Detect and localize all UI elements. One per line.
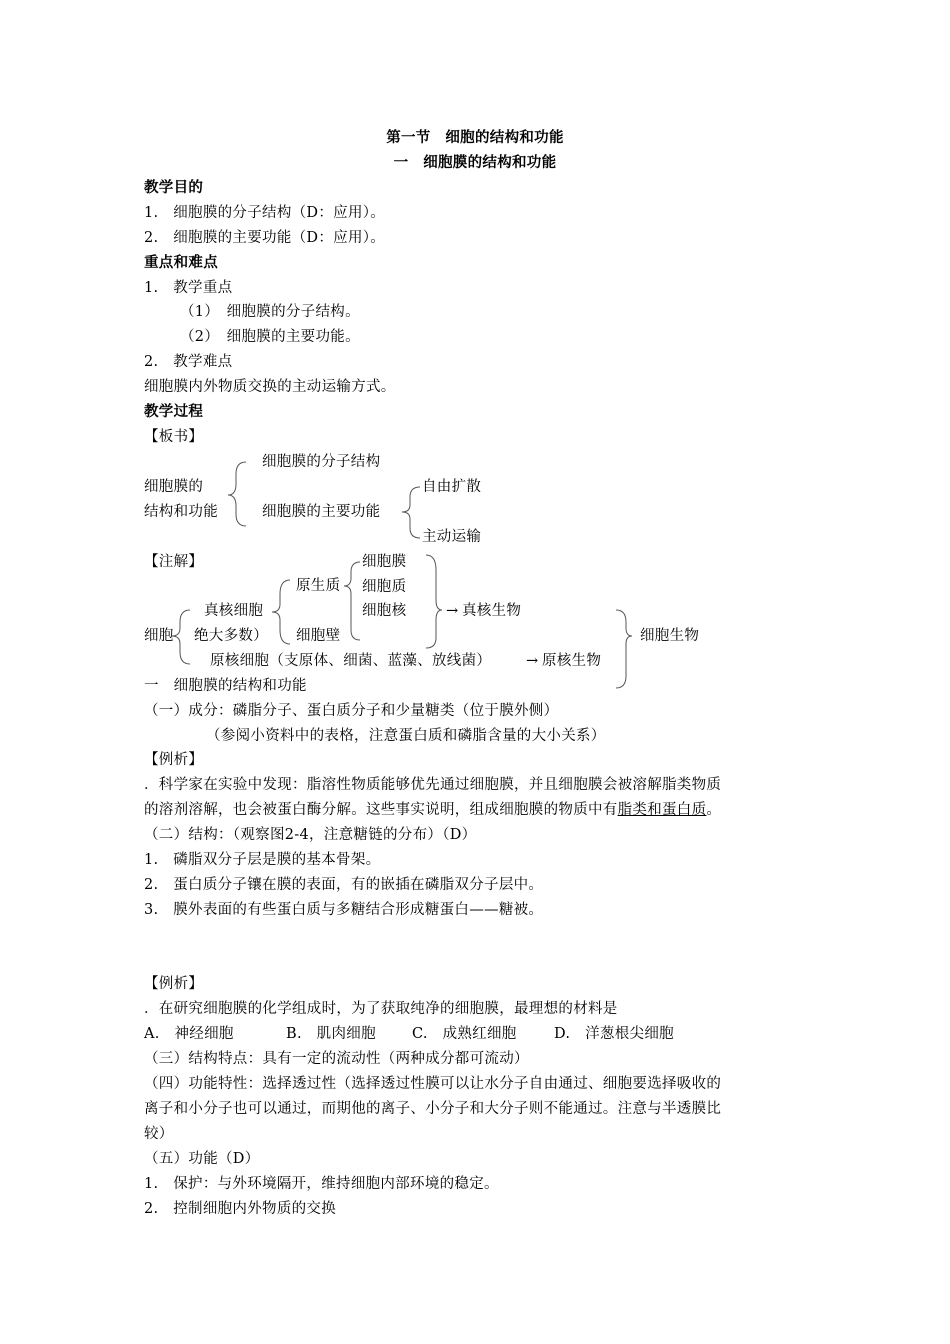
note-cell-org: 细胞生物 [640,628,700,644]
example2-option-c: C. 成熟红细胞 [412,1026,517,1042]
board-sub-diffusion: 自由扩散 [422,479,482,495]
note-cell: 细胞 [144,628,174,644]
example2-option-b: B. 肌肉细胞 [286,1026,376,1042]
key-heading: 重点和难点 [144,254,218,271]
example2-option-d: D. 洋葱根尖细胞 [554,1026,674,1042]
example1-end: 。 [706,802,722,818]
structure-feature: （三）结构特点：具有一定的流动性（两种成分都可流动） [144,1051,529,1067]
note-majority: 绝大多数） [194,628,268,644]
example1-answer: 脂类和蛋白质 [617,802,707,818]
note-eukaryote: 真核细胞 [204,603,264,619]
function-item: 1. 保护：与外环境隔开，维持细胞内部环境的稳定。 [144,1176,499,1192]
board-root-line1: 细胞膜的 [144,479,204,495]
board-label: 【板书】 [144,429,204,445]
note-eukaryote-org: 真核生物 [462,603,522,619]
section-title: 第一节 细胞的结构和功能 [386,129,564,146]
process-heading: 教学过程 [144,403,204,420]
focus-item: （1） 细胞膜的分子结构。 [180,304,360,320]
brace-note-right-eukaryote [426,555,442,648]
subsection-title: 一 细胞膜的结构和功能 [393,154,557,171]
board-branch-function: 细胞膜的主要功能 [262,504,381,520]
note-prokaryote-cell: 原核细胞（支原体、细菌、蓝藻、放线菌） [210,653,492,669]
note-label: 【注解】 [144,554,204,570]
note-membrane: 细胞膜 [362,554,407,570]
property-line1: （四）功能特性：选择透过性（选择透过性膜可以让水分子自由通过、细胞要选择吸收的 [144,1076,722,1092]
part-heading: 一 细胞膜的结构和功能 [144,678,307,694]
structure-item: 1. 磷脂双分子层是膜的基本骨架。 [144,852,381,868]
function-item: 2. 控制细胞内外物质的交换 [144,1201,337,1217]
note-nucleus: 细胞核 [362,603,407,619]
board-root-line2: 结构和功能 [144,504,218,520]
brace-note-cell [172,610,190,664]
brace-board-main [228,462,246,526]
property-line3: 较） [144,1126,174,1142]
note-protoplasm: 原生质 [296,578,341,594]
focus-item: （2） 细胞膜的主要功能。 [180,329,360,345]
example2-option-a: A. 神经细胞 [144,1026,234,1042]
board-sub-active-transport: 主动运输 [422,529,482,545]
brace-note-right-cell [616,610,632,688]
note-cytoplasm: 细胞质 [362,579,407,595]
example-label: 【例析】 [144,976,204,992]
function-heading: （五）功能（D） [144,1151,260,1167]
difficulty-text: 细胞膜内外物质交换的主动运输方式。 [144,379,396,395]
example2-question: ．在研究细胞膜的化学组成时，为了获取纯净的细胞膜，最理想的材料是 [144,1001,618,1017]
brace-board-function [402,487,420,538]
brace-note-protoplasm [344,562,360,640]
example1-text: 的溶剂溶解，也会被蛋白酶分解。这些事实说明，组成细胞膜的物质中有 [144,802,618,818]
note-arrow-2: → [526,653,539,669]
example1-line2 [144,800,721,820]
example-label: 【例析】 [144,752,204,768]
goals-heading: 教学目的 [144,179,204,196]
note-prokaryote-org: 原核生物 [542,653,602,669]
goal-item: 1. 细胞膜的分子结构（D：应用）。 [144,205,386,221]
note-arrow-1: → [446,603,459,619]
brace-note-eukaryote [272,580,290,644]
composition-note: （参阅小资料中的表格，注意蛋白质和磷脂含量的大小关系） [206,728,606,744]
structure-item: 3. 膜外表面的有些蛋白质与多糖结合形成糖蛋白——糖被。 [144,902,544,918]
example1-line1: ．科学家在实验中发现：脂溶性物质能够优先通过细胞膜，并且细胞膜会被溶解脂类物质 [144,777,722,793]
note-cell-wall: 细胞壁 [296,628,341,644]
board-branch-structure: 细胞膜的分子结构 [262,454,381,470]
property-line2: 离子和小分子也可以通过，而期他的离子、小分子和大分子则不能通过。注意与半透膜比 [144,1101,722,1117]
focus-label: 1. 教学重点 [144,280,233,296]
structure-item: 2. 蛋白质分子镶在膜的表面，有的嵌插在磷脂双分子层中。 [144,877,544,893]
composition: （一）成分：磷脂分子、蛋白质分子和少量糖类（位于膜外侧） [144,703,559,719]
goal-item: 2. 细胞膜的主要功能（D：应用）。 [144,230,386,246]
structure-heading: （二）结构：（观察图2-4，注意糖链的分布）（D） [144,827,477,843]
difficulty-label: 2. 教学难点 [144,354,233,370]
